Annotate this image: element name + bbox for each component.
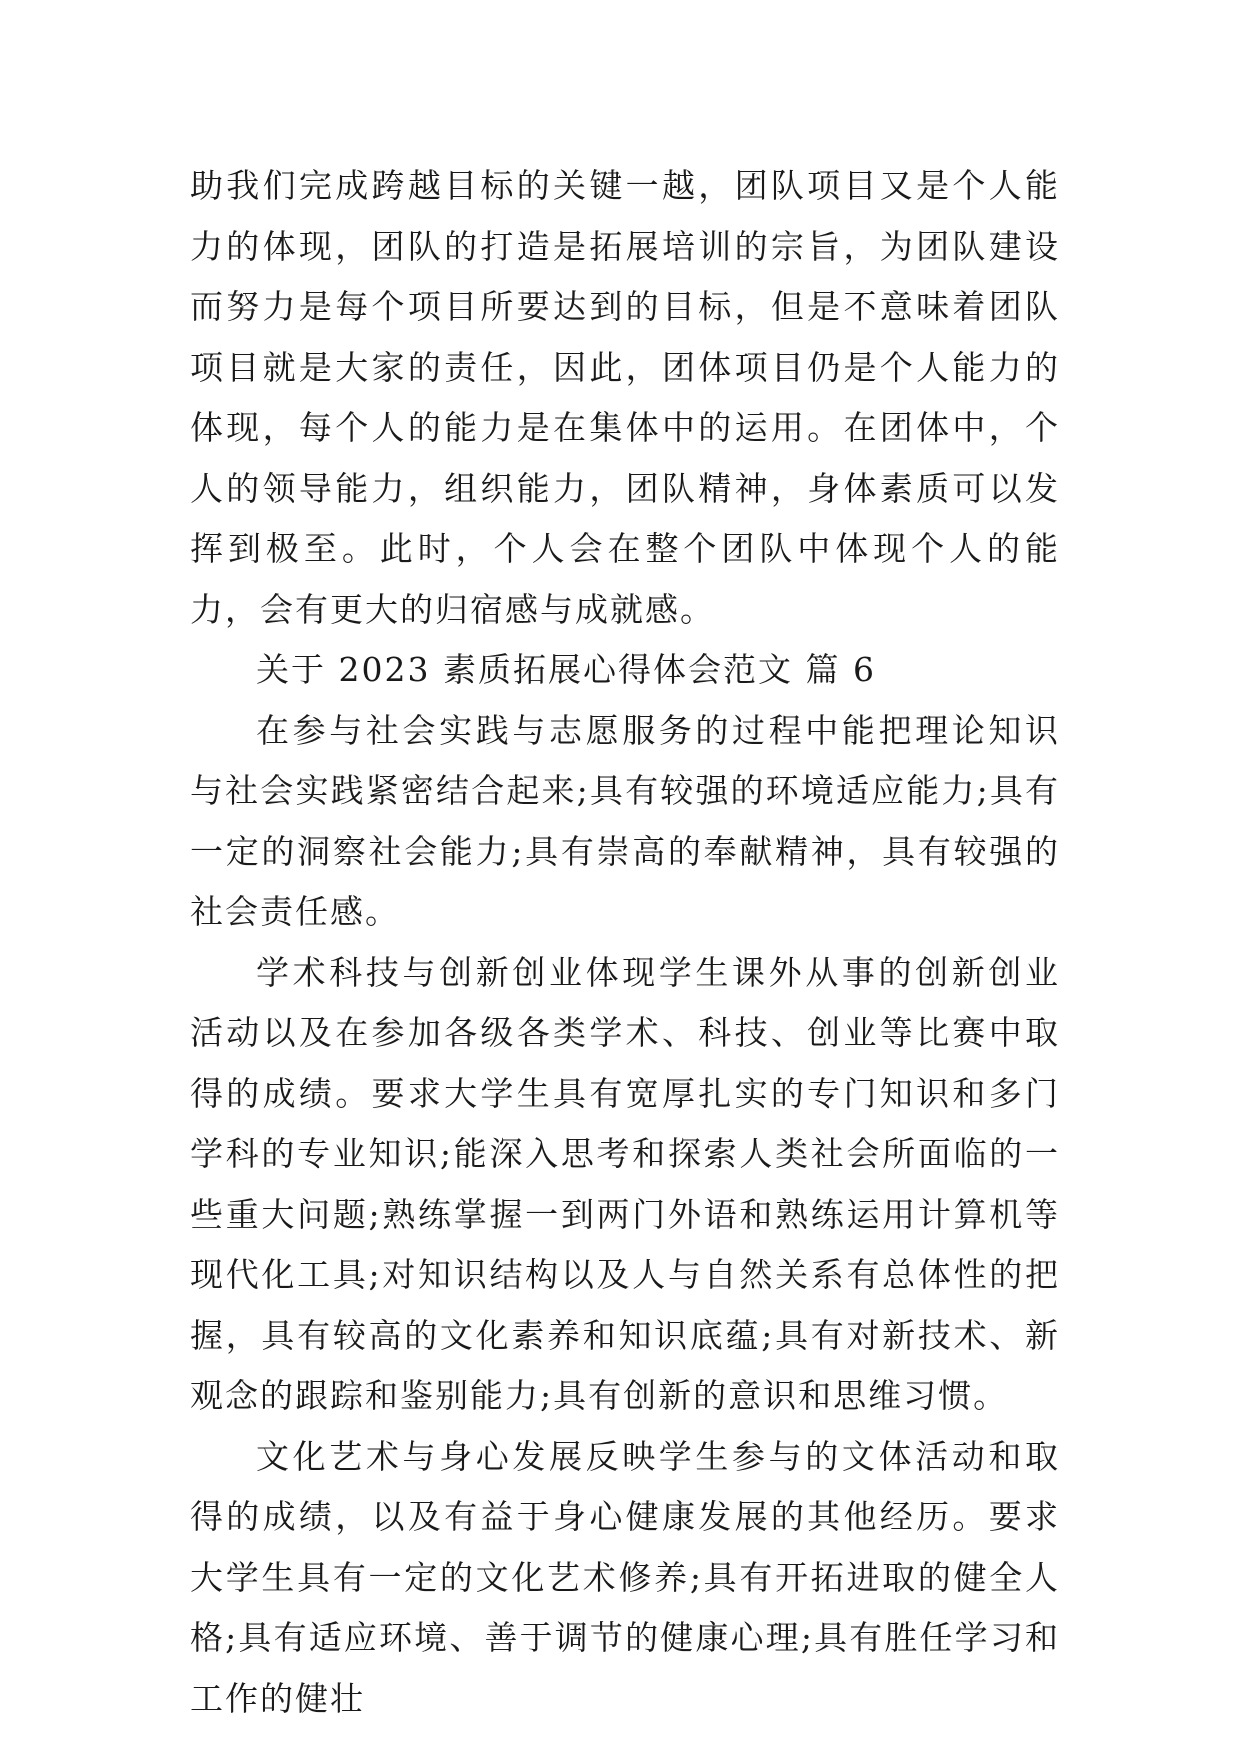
paragraph-academic-innovation: 学术科技与创新创业体现学生课外从事的创新创业活动以及在参加各级各类学术、科技、创业等比赛中取得的成绩。要求大学生具有宽厚扎实的专门知识和多门学科的专业知识;能深入思考和探索人类社会所面临的一些重大问题;熟练掌握一到两门外语和熟练运用计算机等现代化工具;对知识结构以及人与自然关系有总体性的把握，具有较高的文化素养和知识底蕴;具有对新技术、新观念的跟踪和鉴别能力;具有创新的意识和思维习惯。 bbox=[190, 952, 1060, 1415]
continued-paragraph: 助我们完成跨越目标的关键一越，团队项目又是个人能力的体现，团队的打造是拓展培训的宗旨，为团队建设而努力是每个项目所要达到的目标，但是不意味着团队项目就是大家的责任，因此，团体项目仍是个人能力的体现，每个人的能力是在集体中的运用。在团体中，个人的领导能力，组织能力，团队精神，身体素质可以发挥到极至。此时，个人会在整个团队中体现个人的能力，会有更大的归宿感与成就感。 bbox=[190, 166, 1060, 629]
section-heading: 关于 2023 素质拓展心得体会范文 篇 6 bbox=[256, 650, 876, 689]
document-body bbox=[190, 156, 1060, 1729]
paragraph-culture-art: 文化艺术与身心发展反映学生参与的文体活动和取得的成绩，以及有益于身心健康发展的其他经历。要求大学生具有一定的文化艺术修养;具有开拓进取的健全人格;具有适应环境、善于调节的健康心理;具有胜任学习和工作的健壮 bbox=[190, 1436, 1060, 1718]
paragraph-social-practice: 在参与社会实践与志愿服务的过程中能把理论知识与社会实践紧密结合起来;具有较强的环境适应能力;具有一定的洞察社会能力;具有崇高的奉献精神，具有较强的社会责任感。 bbox=[190, 710, 1060, 931]
